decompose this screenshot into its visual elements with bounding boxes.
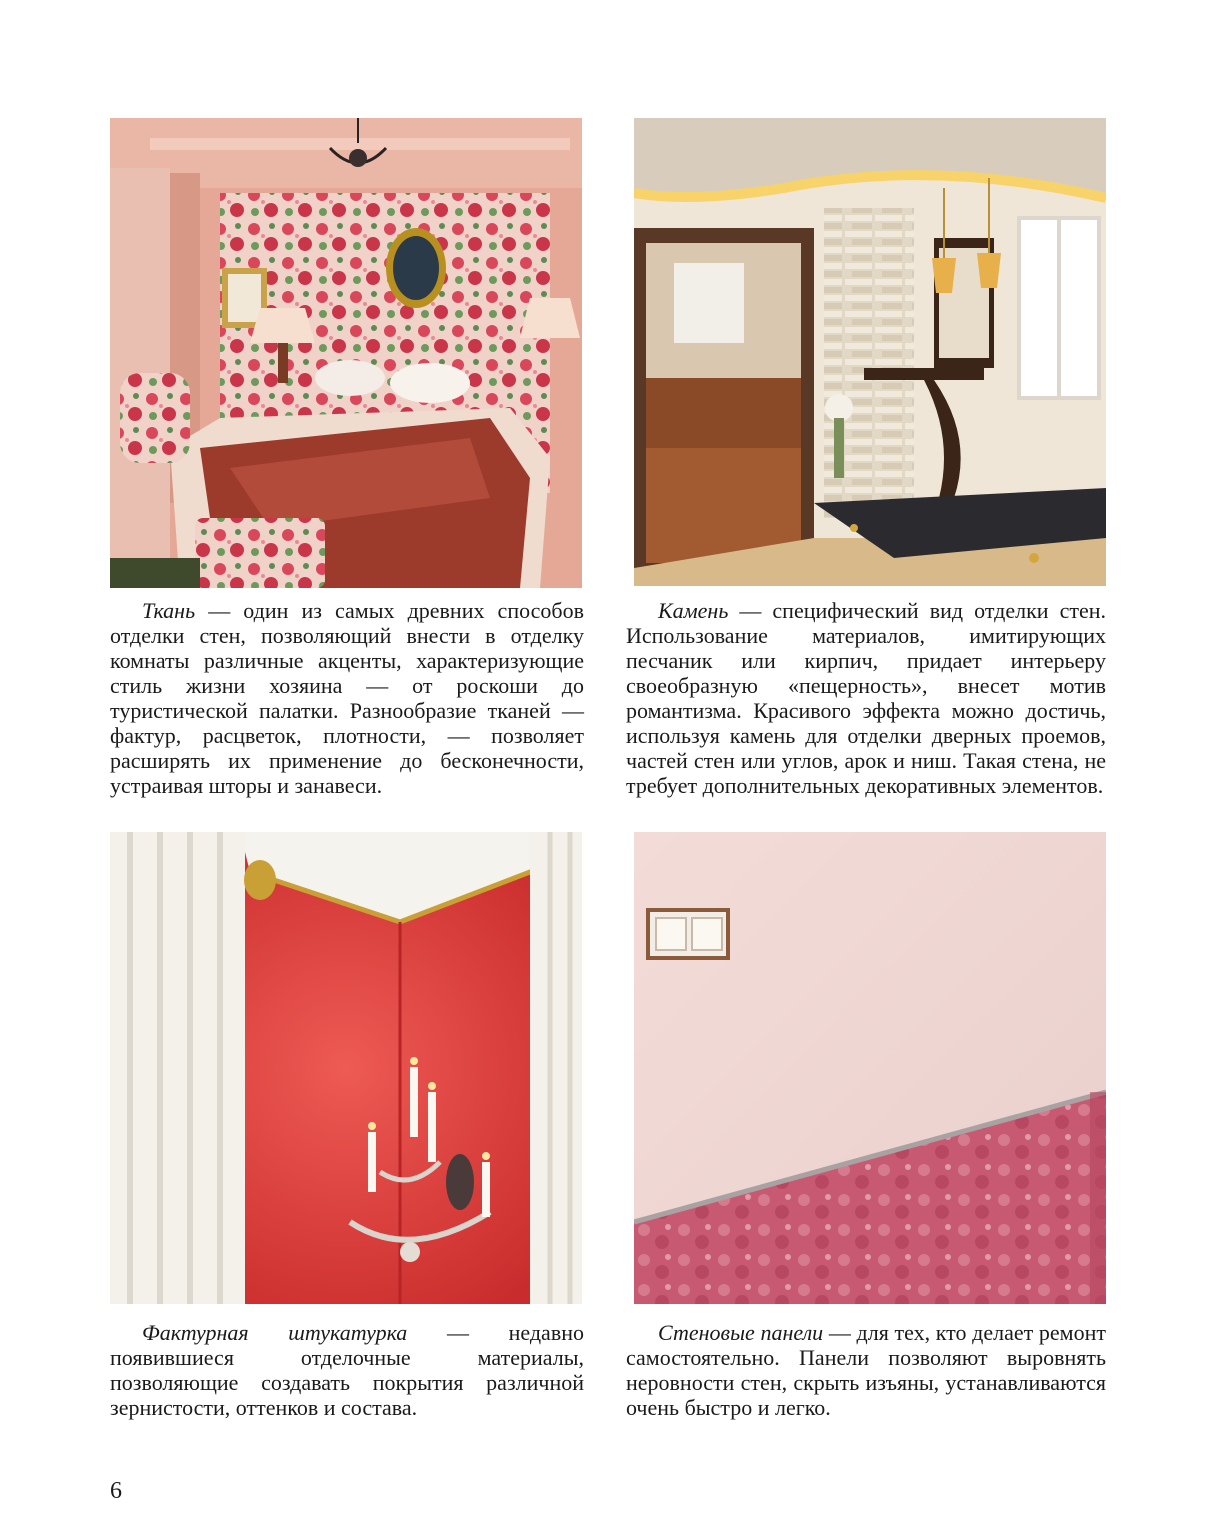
caption-stone bbox=[626, 598, 1106, 798]
caption-term: Стеновые панели bbox=[658, 1320, 824, 1345]
stone-wall-photo bbox=[634, 118, 1106, 586]
caption-text: — недавно появившиеся отделочные материалы, позволяющие создавать покрытия различной зернистости, оттенков и состава. bbox=[110, 1320, 584, 1420]
fabric-bedroom-photo bbox=[110, 118, 582, 588]
caption-term: Камень bbox=[658, 598, 729, 623]
caption-fabric bbox=[110, 598, 584, 798]
caption-plaster bbox=[110, 1320, 584, 1420]
textured-plaster-photo bbox=[110, 832, 582, 1304]
page-number: 6 bbox=[110, 1478, 122, 1504]
wall-panels-photo bbox=[634, 832, 1106, 1304]
caption-text: — для тех, кто делает ремонт самостоятельно. Панели позволяют выровнять неровности стен, скрыть изъяны, устанавливаются очень быстро и легко. bbox=[626, 1320, 1106, 1420]
caption-text: — один из самых древних способов отделки стен, позволяющий внести в отделку комнаты различные акценты, характеризующие стиль жизни хозяина — от роскоши до туристической палатки. Разнообразие тканей — фактур, расцветок, плотности, — позволяет расширять их применение до бесконечности, устраивая шторы и занавеси. bbox=[110, 598, 584, 798]
caption-panels bbox=[626, 1320, 1106, 1420]
caption-term: Ткань bbox=[142, 598, 196, 623]
caption-term: Фактурная штукатурка bbox=[142, 1320, 408, 1345]
caption-text: — специфический вид отделки стен. Использование материалов, имитирующих песчаник или кирпич, придает интерьеру своеобразную «пещерность», внесет мотив романтизма. Красивого эффекта можно достичь, используя камень для отделки дверных проемов, частей стен или углов, арок и ниш. Такая стена, не требует дополнительных декоративных элементов. bbox=[626, 598, 1106, 798]
